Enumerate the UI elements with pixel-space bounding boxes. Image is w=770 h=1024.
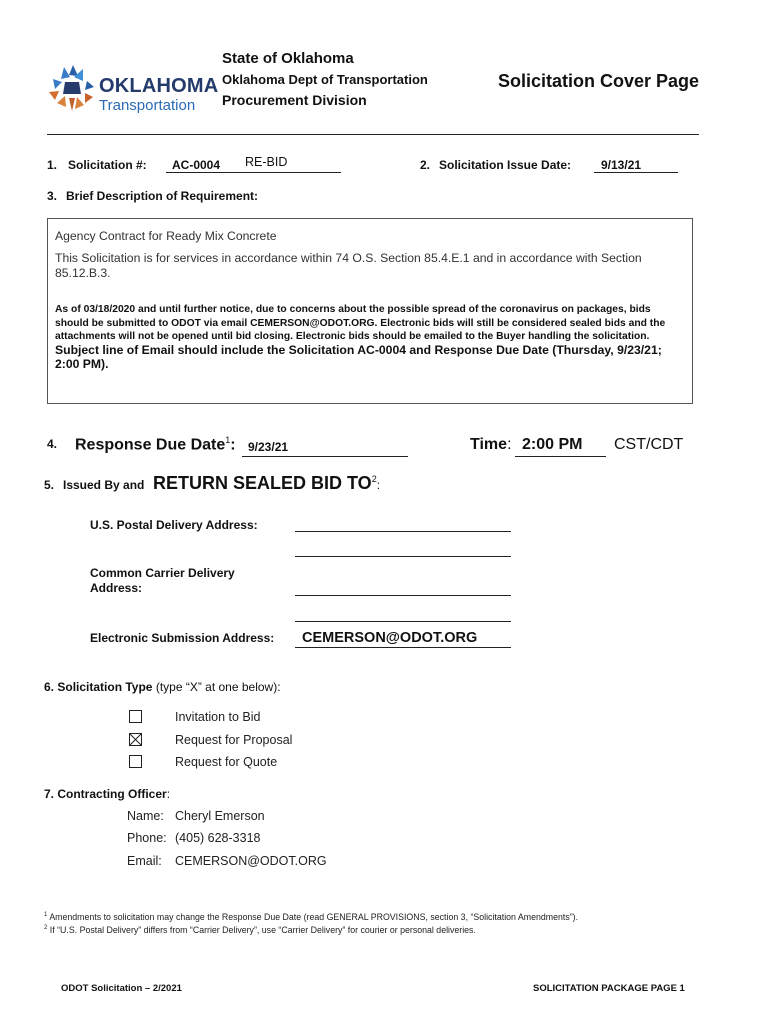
invitation-to-bid-label: Invitation to Bid bbox=[175, 710, 261, 724]
officer-name-label: Name: bbox=[127, 809, 164, 823]
issue-date-value[interactable]: 9/13/21 bbox=[601, 158, 642, 172]
officer-phone-value: (405) 628-3318 bbox=[175, 831, 261, 845]
item7-number: 7. bbox=[44, 787, 55, 801]
carrier-address-line-1[interactable] bbox=[295, 595, 511, 596]
time-label-colon: : bbox=[507, 436, 512, 453]
return-sealed-bid-colon: : bbox=[376, 478, 381, 492]
logo-wordmark: OKLAHOMA bbox=[99, 75, 219, 97]
contracting-officer-heading bbox=[44, 787, 170, 801]
officer-phone-label: Phone: bbox=[127, 831, 167, 845]
solicitation-number-label: Solicitation #: bbox=[68, 158, 147, 172]
solicitation-type-row bbox=[44, 680, 281, 694]
description-box[interactable] bbox=[47, 218, 693, 404]
request-for-quote-label: Request for Quote bbox=[175, 755, 278, 769]
carrier-address-line-2[interactable] bbox=[295, 621, 511, 622]
oklahoma-star-logo bbox=[47, 65, 219, 114]
description-label: Brief Description of Requirement: bbox=[66, 189, 259, 203]
contracting-officer-label: Contracting Officer bbox=[57, 787, 167, 801]
x-check-icon bbox=[130, 734, 141, 745]
rebid-note: RE-BID bbox=[245, 155, 288, 169]
time-underline bbox=[515, 456, 606, 457]
item1-number: 1. bbox=[47, 158, 58, 172]
return-sealed-bid-label bbox=[153, 473, 380, 494]
time-label-text: Time bbox=[470, 436, 508, 453]
oklahoma-star-logo-icon bbox=[47, 65, 97, 113]
footnote-1-text: Amendments to solicitation may change the Response Due Date (read GENERAL PROVISIONS, section 3, “Solicitation Amendments”). bbox=[49, 912, 579, 922]
timezone: CST/CDT bbox=[614, 436, 684, 453]
issued-by-label: Issued By and bbox=[63, 478, 145, 492]
issue-date-underline bbox=[594, 172, 678, 173]
response-due-date-label bbox=[75, 435, 236, 454]
email-subject-instruction: Subject line of Email should include the Solicitation AC-0004 and Response Due Date (Thursday, 9/23/21; 2:00 PM). bbox=[55, 342, 662, 372]
response-due-date-colon: : bbox=[230, 436, 236, 454]
issue-date-label: Solicitation Issue Date: bbox=[439, 158, 572, 172]
footnote-2 bbox=[44, 925, 476, 935]
response-due-date-value[interactable]: 9/23/21 bbox=[248, 440, 289, 454]
carrier-address-label-2: Address: bbox=[90, 581, 143, 595]
invitation-to-bid-checkbox[interactable] bbox=[129, 710, 142, 723]
footer-right: SOLICITATION PACKAGE PAGE 1 bbox=[533, 983, 685, 994]
solicitation-number-underline bbox=[166, 172, 341, 173]
item6-number: 6. bbox=[44, 680, 55, 694]
officer-email-label: Email: bbox=[127, 854, 162, 868]
description-line-2: This Solicitation is for services in accordance within 74 O.S. Section 85.4.E.1 and in accordance with Section 85.12.B.3. bbox=[55, 251, 642, 280]
request-for-quote-checkbox[interactable] bbox=[129, 755, 142, 768]
item2-number: 2. bbox=[420, 158, 431, 172]
footnote-1 bbox=[44, 912, 578, 922]
return-sealed-bid-text: RETURN SEALED BID TO bbox=[153, 473, 372, 493]
electronic-address-label: Electronic Submission Address: bbox=[90, 631, 275, 645]
carrier-address-label-1: Common Carrier Delivery bbox=[90, 566, 235, 580]
request-for-proposal-checkbox[interactable] bbox=[129, 733, 142, 746]
logo-subtitle: Transportation bbox=[99, 97, 196, 114]
footnote-ref-2: 2 bbox=[371, 474, 377, 484]
postal-address-line-2[interactable] bbox=[295, 556, 511, 557]
solicitation-type-label: Solicitation Type bbox=[57, 680, 153, 694]
footnote-ref-1: 1 bbox=[225, 435, 231, 445]
solicitation-number-value[interactable]: AC-0004 bbox=[172, 158, 221, 172]
footnote-2-text: If “U.S. Postal Delivery” differs from “Carrier Delivery”, use “Carrier Delivery” for courier or personal deliveries. bbox=[49, 925, 476, 935]
footnote-2-marker: 2 bbox=[44, 925, 48, 932]
officer-email-value: CEMERSON@ODOT.ORG bbox=[175, 854, 327, 868]
time-value[interactable]: 2:00 PM bbox=[522, 436, 583, 453]
division-name: Procurement Division bbox=[222, 92, 367, 108]
response-due-date-underline bbox=[242, 456, 408, 457]
officer-name-value: Cheryl Emerson bbox=[175, 809, 265, 823]
page-title: Solicitation Cover Page bbox=[498, 71, 700, 91]
time-label bbox=[470, 436, 512, 454]
description-line-1: Agency Contract for Ready Mix Concrete bbox=[55, 229, 277, 243]
item4-number: 4. bbox=[47, 437, 58, 451]
item5-number: 5. bbox=[44, 478, 55, 492]
covid-notice-text: As of 03/18/2020 and until further notice, due to concerns about the possible spread of the coronavirus on packages, bids should be submitted to ODOT via email CEMERSON@ODOT.ORG. Electronic bids will still be considered sealed bids and the attachments will not be opened until bid closing. Electronic bids should be emailed to the Buyer handling the solicitation. bbox=[55, 304, 666, 343]
footnote-1-marker: 1 bbox=[44, 912, 48, 919]
covid-notice bbox=[55, 303, 687, 373]
postal-address-line-1[interactable] bbox=[295, 531, 511, 532]
header-divider bbox=[47, 134, 699, 135]
electronic-address-underline bbox=[295, 647, 511, 648]
electronic-address-value[interactable]: CEMERSON@ODOT.ORG bbox=[302, 630, 478, 646]
solicitation-type-hint: (type “X” at one below): bbox=[155, 680, 281, 694]
department-name: Oklahoma Dept of Transportation bbox=[222, 72, 428, 87]
footer-left: ODOT Solicitation – 2/2021 bbox=[61, 983, 182, 994]
contracting-officer-colon: : bbox=[166, 787, 171, 801]
state-name: State of Oklahoma bbox=[222, 50, 354, 67]
response-due-date-text: Response Due Date bbox=[75, 436, 226, 454]
request-for-proposal-label: Request for Proposal bbox=[175, 733, 293, 747]
item3-number: 3. bbox=[47, 189, 58, 203]
postal-address-label: U.S. Postal Delivery Address: bbox=[90, 518, 258, 532]
